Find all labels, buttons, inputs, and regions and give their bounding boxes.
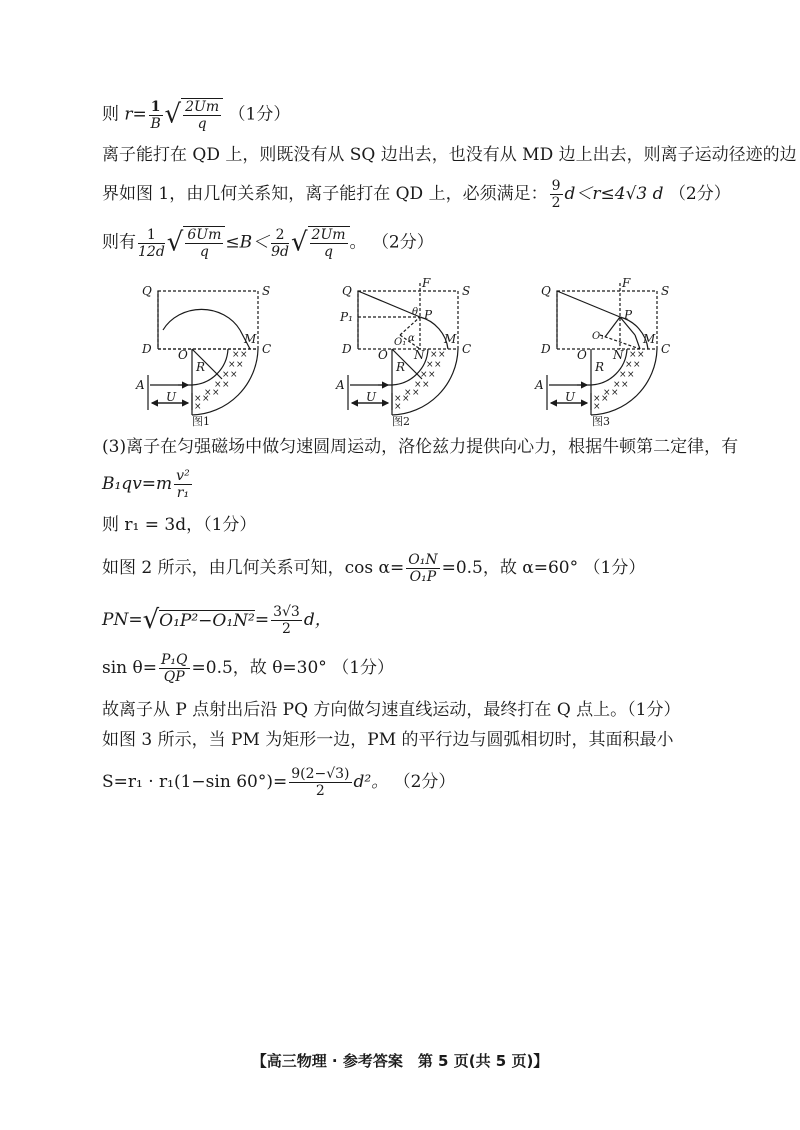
svg-text:O: O — [178, 348, 188, 362]
svg-text:C: C — [262, 342, 272, 356]
svg-text:M: M — [643, 332, 656, 346]
svg-text:×: × — [613, 380, 621, 390]
rect-qscd — [158, 291, 258, 349]
figure-1-labels — [135, 284, 271, 404]
svg-text:×: × — [422, 380, 430, 390]
svg-text:×: × — [637, 350, 645, 360]
svg-text:M: M — [244, 332, 257, 346]
svg-text:×: × — [625, 360, 633, 370]
svg-text:×: × — [240, 350, 248, 360]
svg-text:U: U — [166, 390, 177, 404]
svg-text:×: × — [402, 394, 410, 404]
page-footer: 【高三物理 · 参考答案 第 5 页(共 5 页)】 — [251, 1052, 549, 1070]
svg-text:×: × — [236, 360, 244, 370]
svg-text:A: A — [136, 378, 145, 392]
svg-text:×: × — [222, 370, 230, 380]
svg-text:×: × — [438, 350, 446, 360]
svg-text:P: P — [424, 308, 433, 322]
svg-text:×: × — [194, 394, 202, 404]
text-line: 离子能打在 QD 上，则既没有从 SQ 边出去，也没有从 MD 边上出去，则离子运动径迹的边 — [102, 145, 797, 165]
newton-law-formula: B₁qv=m $\frac{\text{v²}}{\text{r₁}}$ — [102, 468, 190, 502]
svg-text:×: × — [621, 380, 629, 390]
svg-text:×: × — [428, 370, 436, 380]
svg-text:×: × — [629, 350, 637, 360]
formula-r: 则 r= $\frac{1}{B}$ √ $\frac{2Um}{q}$ （1分） — [102, 98, 291, 133]
sin-theta-line: sin θ= $\frac{\text{P₁Q}}{QP}$ =0.5，故 θ=30° （1分） — [102, 652, 395, 686]
svg-text:×: × — [601, 394, 609, 404]
svg-text:O₁: O₁ — [394, 337, 407, 348]
svg-text:S: S — [462, 284, 471, 298]
svg-text:A: A — [336, 378, 345, 392]
svg-text:×: × — [230, 370, 238, 380]
svg-text:C: C — [462, 342, 472, 356]
svg-text:×: × — [222, 380, 230, 390]
svg-text:×: × — [228, 360, 236, 370]
condition-line: 界如图 1，由几何关系知，离子能打在 QD 上，必须满足： $\frac{9}{2}$ d＜r≤4√3 d （2分） — [102, 178, 731, 212]
svg-text:D: D — [142, 342, 152, 356]
svg-text:D: D — [541, 342, 551, 356]
figure-2-caption: 图2 — [392, 415, 410, 428]
svg-text:×: × — [430, 350, 438, 360]
svg-text:×: × — [426, 360, 434, 370]
svg-text:×: × — [420, 370, 428, 380]
svg-text:×: × — [194, 402, 202, 412]
svg-text:A: A — [535, 378, 544, 392]
figure-3-caption: 图3 — [592, 415, 610, 428]
svg-text:×: × — [394, 394, 402, 404]
svg-text:×: × — [633, 360, 641, 370]
score: （2分） — [393, 772, 456, 793]
svg-text:×: × — [202, 394, 210, 404]
svg-text:Q: Q — [541, 284, 551, 298]
svg-text:F: F — [622, 276, 631, 290]
svg-text:×: × — [627, 370, 635, 380]
text-line: 故离子从 P 点射出后沿 PQ 方向做匀速直线运动，最终打在 Q 点上。（1分） — [102, 700, 681, 720]
svg-text:×: × — [611, 388, 619, 398]
b-range-line: 则有 $\frac{1}{12d}$ √ $\frac{6Um}{q}$ ≤B＜ $\frac{2}{9d}$ √ $\frac{2Um}{q}$ 。 （2分） — [102, 226, 434, 261]
svg-text:N: N — [414, 348, 425, 362]
svg-text:Q: Q — [342, 284, 352, 298]
score: （2分） — [371, 232, 434, 253]
svg-text:R: R — [396, 360, 406, 374]
svg-text:×: × — [232, 350, 240, 360]
svg-text:×: × — [414, 380, 422, 390]
pn-formula: PN=√O₁P²−O₁N²= $\frac{3√3}{2}$ d， — [102, 604, 332, 638]
svg-text:C: C — [661, 342, 671, 356]
score: （1分） — [228, 104, 291, 125]
svg-text:×: × — [212, 388, 220, 398]
score: （2分） — [668, 184, 731, 205]
svg-text:R: R — [595, 360, 605, 374]
svg-text:R: R — [196, 360, 206, 374]
svg-text:S: S — [262, 284, 271, 298]
fraction: $\frac{9}{2}$ — [551, 178, 561, 212]
sqrt: √ $\frac{2Um}{q}$ — [165, 98, 224, 132]
svg-text:P₁: P₁ — [340, 310, 353, 324]
svg-text:×: × — [593, 402, 601, 412]
arc-trajectory — [163, 309, 240, 330]
text-line: (3)离子在匀强磁场中做匀速圆周运动，洛伦兹力提供向心力，根据牛顿第二定律，有 — [102, 437, 739, 457]
svg-text:O: O — [378, 348, 388, 362]
svg-text:×: × — [412, 388, 420, 398]
svg-text:×: × — [603, 388, 611, 398]
svg-text:U: U — [565, 390, 576, 404]
score: （1分） — [332, 658, 395, 679]
fraction: $\frac{1}{B}$ — [150, 98, 161, 132]
svg-text:×: × — [619, 370, 627, 380]
svg-text:×: × — [593, 394, 601, 404]
score: （1分） — [583, 558, 646, 579]
text-line: 如图 3 所示，当 PM 为矩形一边，PM 的平行边与圆弧相切时，其面积最小 — [102, 730, 674, 750]
figure-1-caption: 图1 — [192, 415, 210, 428]
svg-text:U: U — [366, 390, 377, 404]
svg-text:O: O — [577, 348, 587, 362]
svg-text:F: F — [422, 276, 431, 290]
svg-text:×: × — [214, 380, 222, 390]
svg-text:S: S — [661, 284, 670, 298]
svg-text:Q: Q — [142, 284, 152, 298]
svg-text:θ: θ — [412, 307, 419, 318]
svg-text:O₁: O₁ — [592, 331, 605, 342]
text-line: 则 r₁ = 3d，（1分） — [102, 515, 257, 535]
figures-row — [0, 275, 800, 435]
svg-text:P: P — [624, 308, 633, 322]
svg-text:×: × — [434, 360, 442, 370]
svg-text:×: × — [204, 388, 212, 398]
cos-alpha-line: 如图 2 所示，由几何关系可知，cos α= $\frac{\text{O₁N}}{\text{O₁P}}$ =0.5，故 α=60° （1分） — [102, 552, 646, 586]
svg-text:M: M — [444, 332, 457, 346]
svg-text:×: × — [394, 402, 402, 412]
svg-text:D: D — [342, 342, 352, 356]
svg-text:N: N — [613, 348, 624, 362]
svg-text:×: × — [404, 388, 412, 398]
svg-text:α: α — [408, 333, 415, 344]
area-formula: S=r₁ · r₁(1−sin 60°)= $\frac{9(2-√3)}{2}$ d²。 （2分） — [102, 766, 456, 800]
